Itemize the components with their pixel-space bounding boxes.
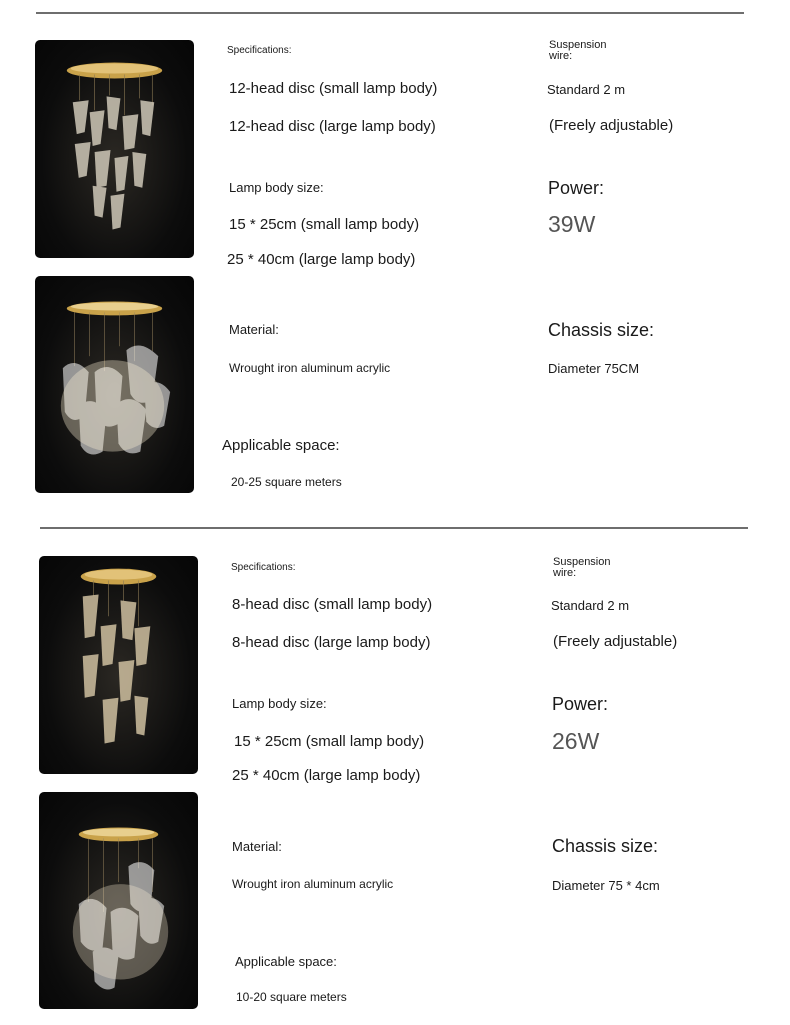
chandelier-illustration bbox=[35, 40, 194, 258]
power-label: Power: bbox=[552, 694, 609, 714]
spec-small-body: 8-head disc (small lamp body) bbox=[232, 596, 433, 613]
chassis-size-value: Diameter 75CM bbox=[548, 361, 640, 376]
lamp-body-size-label: Lamp body size: bbox=[229, 180, 324, 195]
spec-small-body: 12-head disc (small lamp body) bbox=[229, 80, 438, 97]
power-value: 39W bbox=[548, 211, 596, 237]
lamp-body-large: 25 * 40cm (large lamp body) bbox=[227, 251, 416, 268]
spec-large-body: 8-head disc (large lamp body) bbox=[232, 634, 431, 651]
chassis-size-value: Diameter 75 * 4cm bbox=[552, 878, 660, 893]
specifications-label: Specifications: bbox=[227, 45, 292, 56]
material-value: Wrought iron aluminum acrylic bbox=[232, 877, 394, 891]
suspension-wire-label-line2: wire: bbox=[553, 567, 577, 579]
product-section-12-head bbox=[0, 0, 790, 500]
chassis-size-label: Chassis size: bbox=[552, 836, 659, 856]
suspension-wire-label-line2: wire: bbox=[549, 50, 573, 62]
chandelier-photo-bottom bbox=[39, 792, 198, 1009]
suspension-wire-value: Standard 2 m bbox=[547, 82, 626, 97]
lamp-body-large: 25 * 40cm (large lamp body) bbox=[232, 767, 421, 784]
applicable-space-value: 10-20 square meters bbox=[236, 990, 347, 1004]
chassis-size-label: Chassis size: bbox=[548, 320, 655, 340]
lamp-body-small: 15 * 25cm (small lamp body) bbox=[229, 216, 420, 233]
chandelier-illustration bbox=[39, 556, 198, 774]
chandelier-photo-top bbox=[35, 40, 194, 258]
suspension-wire-note: (Freely adjustable) bbox=[553, 633, 678, 650]
material-label: Material: bbox=[229, 322, 279, 337]
suspension-wire-note: (Freely adjustable) bbox=[549, 117, 674, 134]
product-section-8-head bbox=[0, 516, 790, 1016]
chandelier-illustration bbox=[35, 276, 194, 493]
applicable-space-label: Applicable space: bbox=[235, 954, 337, 969]
specifications-label: Specifications: bbox=[231, 562, 296, 573]
suspension-wire-label bbox=[553, 557, 633, 579]
suspension-wire-label-line1: Suspension bbox=[553, 556, 611, 568]
chandelier-photo-bottom bbox=[35, 276, 194, 493]
suspension-wire-label-line1: Suspension bbox=[549, 39, 607, 51]
power-label: Power: bbox=[548, 178, 605, 198]
suspension-wire-label bbox=[549, 40, 629, 62]
material-value: Wrought iron aluminum acrylic bbox=[229, 361, 391, 375]
chandelier-illustration bbox=[39, 792, 198, 1009]
lamp-body-size-label: Lamp body size: bbox=[232, 696, 327, 711]
lamp-body-small: 15 * 25cm (small lamp body) bbox=[234, 733, 425, 750]
suspension-wire-value: Standard 2 m bbox=[551, 598, 630, 613]
applicable-space-value: 20-25 square meters bbox=[231, 475, 342, 489]
material-label: Material: bbox=[232, 839, 282, 854]
chandelier-photo-top bbox=[39, 556, 198, 774]
power-value: 26W bbox=[552, 728, 600, 754]
applicable-space-label: Applicable space: bbox=[222, 437, 340, 454]
spec-large-body: 12-head disc (large lamp body) bbox=[229, 118, 436, 135]
